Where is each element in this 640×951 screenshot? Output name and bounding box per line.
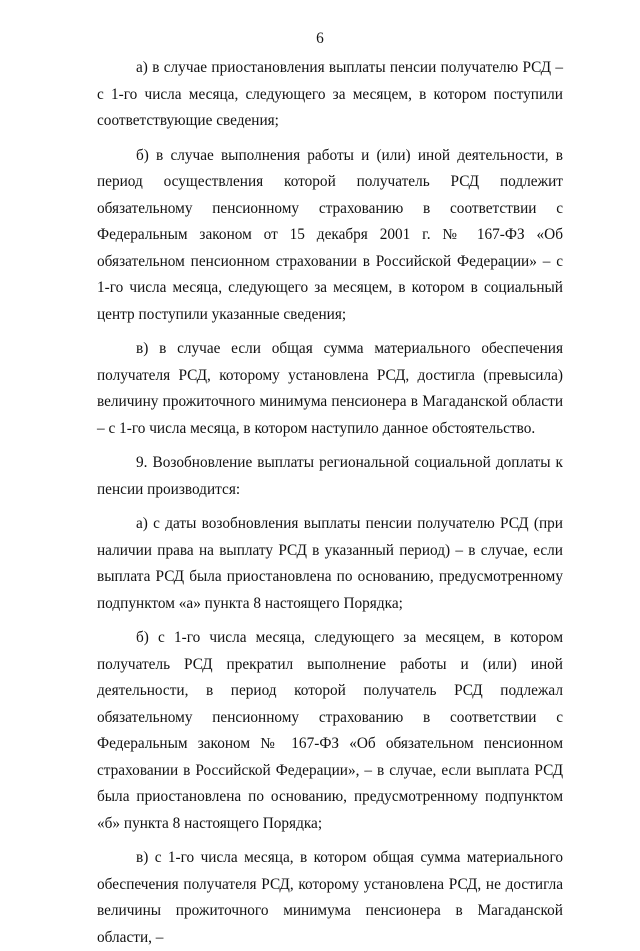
paragraph-9v: в) с 1-го числа месяца, в котором общая сумма материального обеспечения получателя РСД, которому установлена РСД, не достигла величины прожиточного минимума пенсионера в Магаданской области, – (97, 849, 563, 946)
paragraph-9: 9. Возобновление выплаты региональной социальной доплаты к пенсии производится: (97, 454, 563, 498)
paragraph-8v: в) в случае если общая сумма материального обеспечения получателя РСД, которому установлена РСД, достигла (превысила) величину прожиточного минимума пенсионера в Магаданской области – с 1-го числа месяца, в котором наступило данное обстоятельство. (97, 340, 563, 437)
paragraph-9a: а) с даты возобновления выплаты пенсии получателю РСД (при наличии права на выплату РСД в указанный период) – в случае, если выплата РСД была приостановлена по основанию, предусмотренному подпунктом «а» пункта 8 настоящего Порядка; (97, 515, 563, 612)
paragraph-9b: б) с 1-го числа месяца, следующего за месяцем, в котором получатель РСД прекратил выполнение работы и (или) иной деятельности, в период которой получатель РСД подлежал обязательному пенсионному страхованию в соответствии с Федеральным законом № 167-ФЗ «Об обязательном пенсионном страховании в Российской Федерации», – в случае, если выплата РСД была приостановлена по основанию, предусмотренному подпунктом «б» пункта 8 настоящего Порядка; (97, 629, 563, 832)
page-number: 6 (316, 30, 324, 47)
paragraph-8b: б) в случае выполнения работы и (или) иной деятельности, в период осуществления которой получатель РСД подлежит обязательному пенсионному страхованию в соответствии с Федеральным законом от 15 декабря 2001 г. № 167-ФЗ «Об обязательном пенсионном страховании в Российской Федерации» – с 1-го числа месяца, следующего за месяцем, в котором в социальный центр поступили указанные сведения; (97, 146, 563, 323)
paragraph-8a: а) в случае приостановления выплаты пенсии получателю РСД – с 1-го числа месяца, следующего за месяцем, в котором поступили соответствующие сведения; (97, 59, 563, 129)
document-body (97, 55, 563, 951)
